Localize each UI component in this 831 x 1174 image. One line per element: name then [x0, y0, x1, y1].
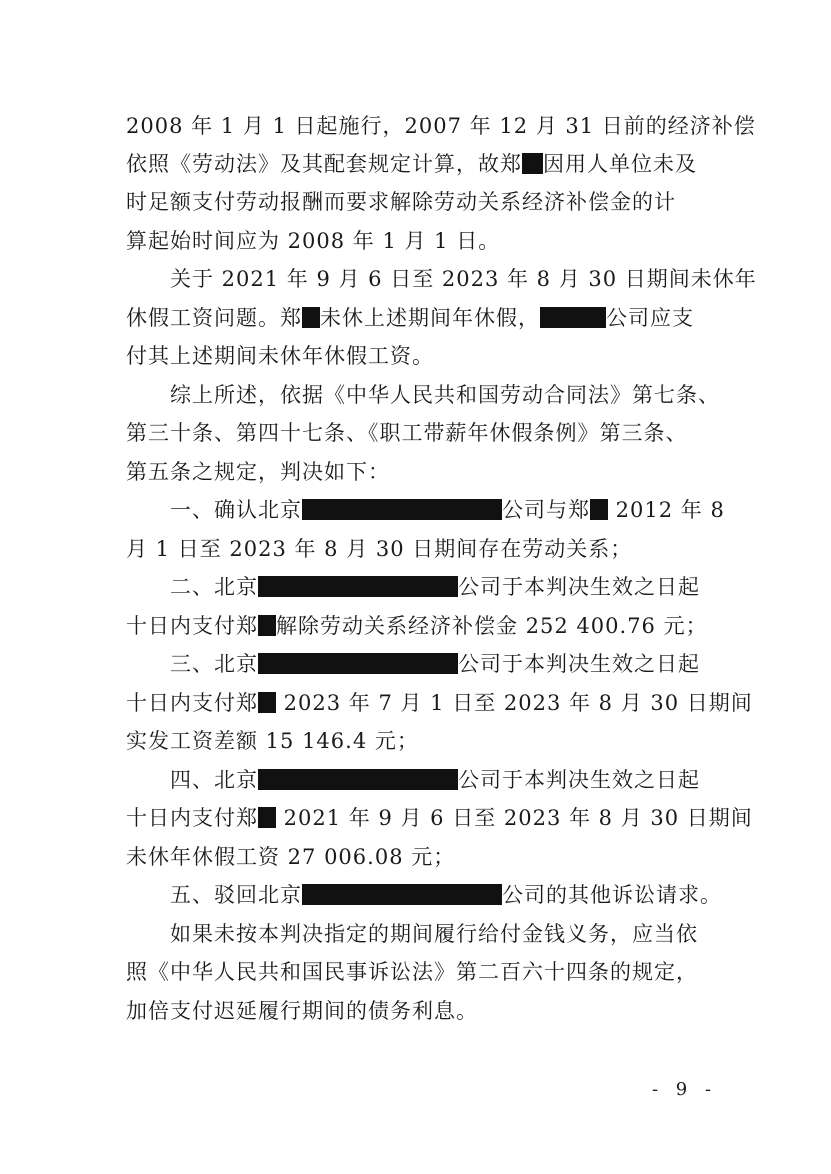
text-span: 五、驳回北京	[170, 883, 302, 907]
text-span: 公司于本判决生效之日起	[458, 575, 700, 599]
paragraph-line	[126, 227, 716, 255]
text-span: 公司于本判决生效之日起	[458, 768, 700, 792]
text-span: 因用人单位未及	[543, 152, 697, 176]
paragraph-line	[126, 188, 716, 216]
redaction-block	[522, 153, 543, 174]
text-span: 2023 年 7 月 1 日至 2023 年 8 月 30 日期间	[276, 691, 753, 715]
text-span: 加倍支付迟延履行期间的债务利息。	[126, 999, 478, 1023]
redaction-block	[302, 307, 320, 328]
text-span: 综上所述，依据《中华人民共和国劳动合同法》第七条、	[170, 383, 720, 407]
paragraph-line	[126, 112, 756, 140]
redaction-block	[258, 692, 276, 713]
text-span: 三、北京	[170, 652, 258, 676]
judgment-item-5	[170, 881, 760, 909]
text-span: 实发工资差额 15 146.4 元；	[126, 729, 419, 753]
redaction-block	[258, 576, 458, 597]
paragraph-line	[126, 804, 753, 832]
text-span: 十日内支付郑	[126, 806, 258, 830]
judgment-item-1	[170, 496, 760, 524]
text-span: 2008 年 1 月 1 日起施行，2007 年 12 月 31 日前的经济补偿	[126, 114, 756, 138]
paragraph-line	[126, 304, 716, 332]
text-span: 公司应支	[606, 306, 694, 330]
paragraph-line	[170, 265, 760, 293]
text-span: 算起始时间应为 2008 年 1 月 1 日。	[126, 229, 501, 253]
judgment-item-3	[170, 650, 760, 678]
text-span: 十日内支付郑	[126, 614, 258, 638]
redaction-block	[302, 499, 502, 520]
paragraph-line	[126, 419, 716, 447]
text-span: 2012 年 8	[608, 498, 725, 522]
text-span: 公司的其他诉讼请求。	[502, 883, 722, 907]
paragraph-line	[126, 458, 716, 486]
redaction-block	[590, 499, 608, 520]
text-span: 2021 年 9 月 6 日至 2023 年 8 月 30 日期间	[276, 806, 753, 830]
text-span: 十日内支付郑	[126, 691, 258, 715]
text-span: 月 1 日至 2023 年 8 月 30 日期间存在劳动关系；	[126, 537, 633, 561]
paragraph-line	[126, 727, 716, 755]
judgment-item-2	[170, 573, 760, 601]
text-span: 公司与郑	[502, 498, 590, 522]
text-span: 如果未按本判决指定的期间履行给付金钱义务，应当依	[170, 922, 698, 946]
text-span: 公司于本判决生效之日起	[458, 652, 700, 676]
text-span: 解除劳动关系经济补偿金 252 400.76 元；	[276, 614, 708, 638]
text-span: 第五条之规定，判决如下：	[126, 460, 390, 484]
redaction-block	[258, 807, 276, 828]
paragraph-line	[126, 612, 716, 640]
text-span: 时足额支付劳动报酬而要求解除劳动关系经济补偿金的计	[126, 190, 676, 214]
paragraph-line	[126, 958, 716, 986]
text-span: 未休年休假工资 27 006.08 元；	[126, 845, 456, 869]
page-number: - 9 -	[652, 1079, 718, 1100]
paragraph-line	[126, 997, 716, 1025]
text-span: 付其上述期间未休年休假工资。	[126, 344, 434, 368]
text-span: 二、北京	[170, 575, 258, 599]
redaction-block	[258, 653, 458, 674]
redaction-block	[540, 307, 606, 328]
text-span: 依照《劳动法》及其配套规定计算，故郑	[126, 152, 522, 176]
text-span: 一、确认北京	[170, 498, 302, 522]
paragraph-line	[126, 342, 716, 370]
redaction-block	[258, 615, 276, 636]
text-span: 未休上述期间年休假，	[320, 306, 540, 330]
text-span: 第三十条、第四十七条、《职工带薪年休假条例》第三条、	[126, 421, 688, 445]
paragraph-line	[126, 150, 716, 178]
paragraph-line	[126, 843, 716, 871]
paragraph-line	[170, 381, 760, 409]
text-span: 关于 2021 年 9 月 6 日至 2023 年 8 月 30 日期间未休年	[170, 267, 757, 291]
redaction-block	[302, 884, 502, 905]
paragraph-line	[126, 535, 716, 563]
paragraph-line	[126, 689, 753, 717]
judgment-item-4	[170, 766, 760, 794]
text-span: 休假工资问题。郑	[126, 306, 302, 330]
paragraph-line	[170, 920, 760, 948]
text-span: 照《中华人民共和国民事诉讼法》第二百六十四条的规定，	[126, 960, 698, 984]
redaction-block	[258, 769, 458, 790]
text-span: 四、北京	[170, 768, 258, 792]
